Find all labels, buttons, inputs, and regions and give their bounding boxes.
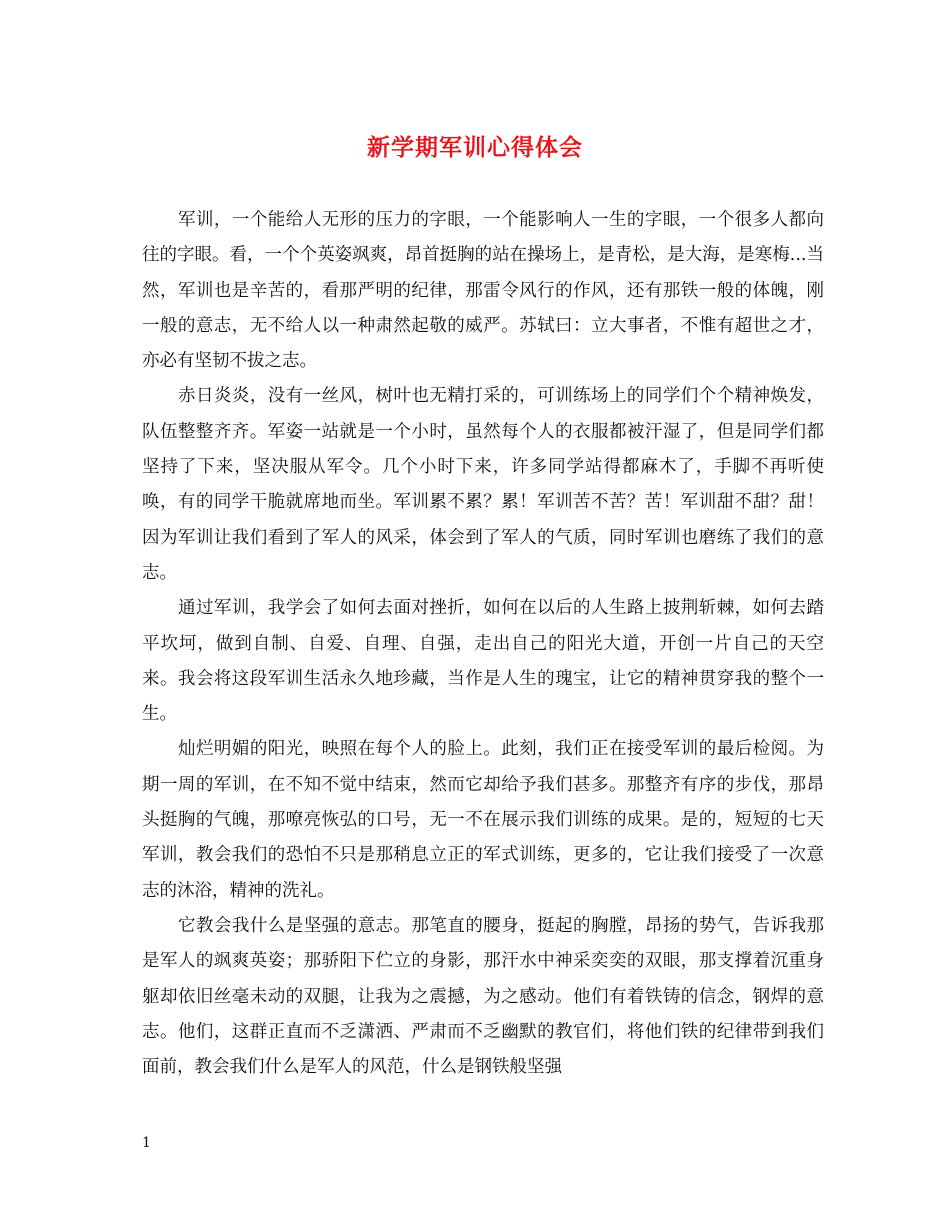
document-body (142, 203, 824, 1085)
document-title: 新学期军训心得体会 (367, 134, 583, 161)
paragraph-5: 它教会我什么是坚强的意志。那笔直的腰身，挺起的胸膛，昂扬的势气，告诉我那是军人的飒爽英姿；那骄阳下伫立的身影，那汗水中神采奕奕的双眼，那支撑着沉重身躯却依旧丝毫未动的双腿，让我为之震撼，为之感动。他们有着铁铸的信念，钢焊的意志。他们，这群正直而不乏潇洒、严肃而不乏幽默的教官们，将他们铁的纪律带到我们面前，教会我们什么是军人的风范，什么是钢铁般坚强 (142, 915, 824, 1078)
paragraph-1: 军训，一个能给人无形的压力的字眼，一个能影响人一生的字眼，一个很多人都向往的字眼。看，一个个英姿飒爽，昂首挺胸的站在操场上，是青松，是大海，是寒梅...当然，军训也是辛苦的，看那严明的纪律，那雷令风行的作风，还有那铁一般的体魄，刚一般的意志，无不给人以一种肃然起敬的威严。苏轼曰：立大事者，不惟有超世之才，亦必有坚韧不拔之志。 (142, 210, 824, 372)
page-number: 1 (142, 1135, 151, 1151)
paragraph-4: 灿烂明媚的阳光，映照在每个人的脸上。此刻，我们正在接受军训的最后检阅。为期一周的军训，在不知不觉中结束，然而它却给予我们甚多。那整齐有序的步伐，那昂头挺胸的气魄，那嘹亮恢弘的口号，无一不在展示我们训练的成果。是的，短短的七天军训，教会我们的恐怕不只是那稍息立正的军式训练，更多的，它让我们接受了一次意志的沐浴，精神的洗礼。 (142, 739, 824, 901)
paragraph-3: 通过军训，我学会了如何去面对挫折，如何在以后的人生路上披荆斩棘，如何去踏平坎坷，做到自制、自爱、自理、自强，走出自己的阳光大道，开创一片自己的天空来。我会将这段军训生活永久地珍藏，当作是人生的瑰宝，让它的精神贯穿我的整个一生。 (142, 598, 824, 725)
paragraph-2: 赤日炎炎，没有一丝风，树叶也无精打采的，可训练场上的同学们个个精神焕发，队伍整整齐齐。军姿一站就是一个小时，虽然每个人的衣服都被汗湿了，但是同学们都坚持了下来，坚决服从军令。几个小时下来，许多同学站得都麻木了，手脚不再听使唤，有的同学干脆就席地而坐。军训累不累？累！军训苦不苦？苦！军训甜不甜？甜！因为军训让我们看到了军人的风采，体会到了军人的气质，同时军训也磨练了我们的意志。 (142, 386, 824, 583)
